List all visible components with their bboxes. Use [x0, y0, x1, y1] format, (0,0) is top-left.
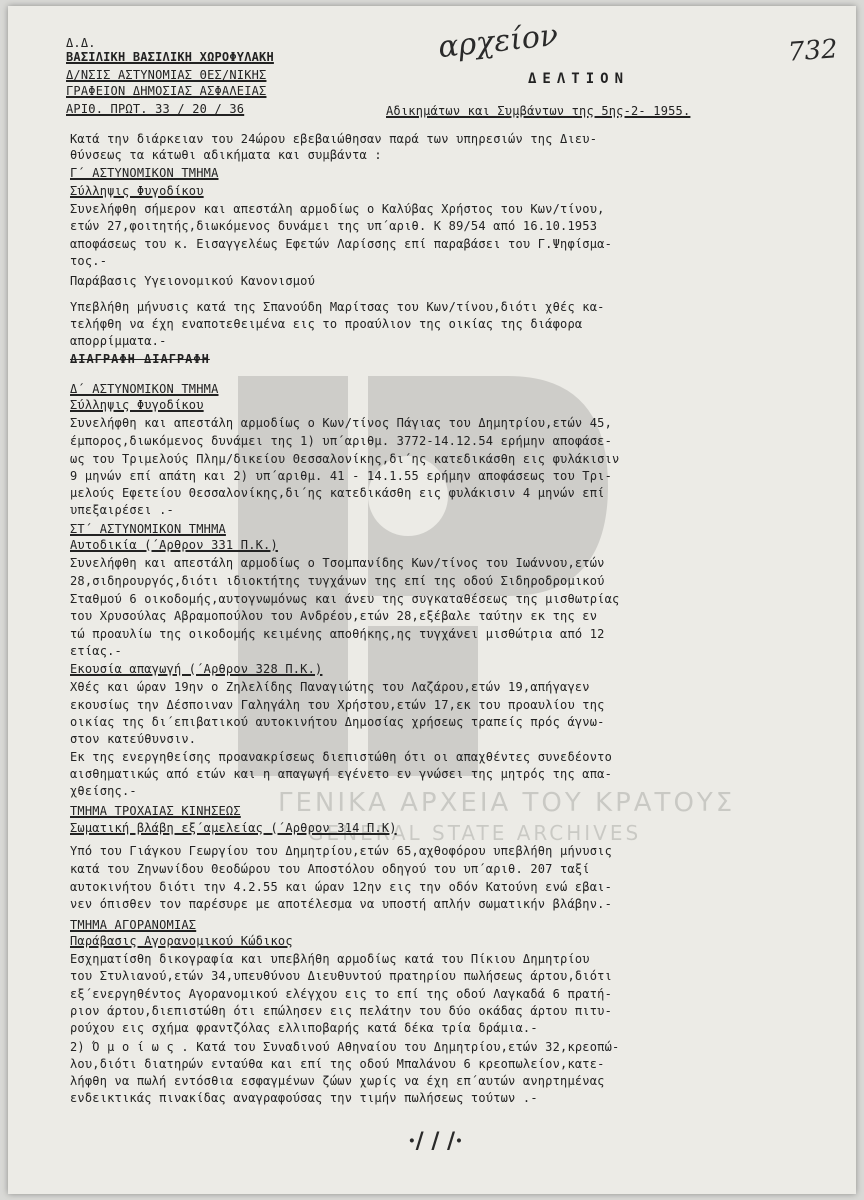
body-line: έμπορος,διωκόμενος δυνάμει της 1) υπ΄αριθμ. 3772-14.12.54 ερήμην αποφάσε-	[70, 434, 612, 448]
body-line: εξ΄ενεργηθέντος Αγορανομικού ελέγχου εις το επί της οδού Λαγκαδά 6 πρατή-	[70, 987, 612, 1001]
body-line: ετίας.-	[70, 644, 122, 658]
body-line: τώ προαυλίω της οικοδομής κειμένης αποθήκης,ης τυγχάνει μισθώτρια από 12	[70, 627, 605, 641]
document-subtitle: Αδικημάτων και Συμβάντων της 5ης-2- 1955.	[386, 104, 691, 118]
document-title: ΔΕΛΤΙΟΝ	[528, 71, 630, 87]
struck-through-line: ΔΙΑΓΡΑΦΗ ΔΙΑΓΡΑΦΗ	[70, 352, 210, 366]
subsection-heading: Εκουσία απαγωγή (΄Αρθρον 328 Π.Κ.)	[70, 662, 323, 676]
body-line: Κατά την διάρκειαν του 24ώρου εβεβαιώθησαν παρά των υπηρεσιών της Διευ-	[70, 132, 598, 146]
body-line: οικίας της δι΄επιβατικού αυτοκινήτου Δημοσίας χρήσεως τραπείς πρός άγνω-	[70, 715, 605, 729]
body-line: Συνελήφθη και απεστάλη αρμοδίως ο Κων/τίνος Πάγιας του Δημητρίου,ετών 45,	[70, 416, 612, 430]
handwritten-archive-note: αρχείον	[436, 17, 560, 66]
header-office: ΓΡΑΦΕΙΟΝ ΔΗΜΟΣΙΑΣ ΑΣΦΑΛΕΙΑΣ	[66, 84, 267, 98]
body-line: υπεξαιρέσει .-	[70, 503, 174, 517]
body-line: ρούχου εις σχήμα φραντζόλας ελλιποβαρής κατά δέκα τρία δράμια.-	[70, 1021, 538, 1035]
section-heading: ΣΤ΄ ΑΣΤΥΝΟΜΙΚΟΝ ΤΜΗΜΑ	[70, 522, 226, 536]
header-directorate: Δ/ΝΣΙΣ ΑΣΤΥΝΟΜΙΑΣ ΘΕΣ/ΝΙΚΗΣ	[66, 68, 267, 82]
body-line: Συνελήφθη και απεστάλη αρμοδίως ο Τσομπανίδης Κων/τίνος του Ιωάννου,ετών	[70, 556, 605, 570]
body-line: του Στυλιανού,ετών 34,υπευθύνου Διευθυντού πρατηρίου πωλήσεως άρτου,διότι	[70, 969, 612, 983]
body-line: εκουσίως την Δέσποιναν Γαληγάλη του Χρήστου,ετών 17,εκ του προαυλίου της	[70, 698, 605, 712]
body-line: του Χρυσούλας Αβραμοπούλου του Ανδρέου,ετών 28,εξέβαλε ταύτην εκ της εν	[70, 609, 598, 623]
body-line: αισθηματικώς από ετών και η απαγωγή εγένετο εν γνώσει της μητρός της απα-	[70, 767, 612, 781]
body-line: 2) Ό μ ο ί ω ς . Κατά του Συναδινού Αθηναίου του Δημητρίου,ετών 32,κρεοπώ-	[70, 1040, 620, 1054]
subsection-heading: Παράβασις Αγορανομικού Κώδικος	[70, 934, 293, 948]
body-line: χθείσης.-	[70, 784, 137, 798]
body-line: Εσχηματίσθη δικογραφία και υπεβλήθη αρμοδίως κατά του Πίκιου Δημητρίου	[70, 952, 590, 966]
body-line: Χθές και ώραν 19ην ο Ζηλελίδης Παναγιώτης του Λαζάρου,ετών 19,απήγαγεν	[70, 680, 590, 694]
body-line: ριον άρτου,διεπιστώθη ότι επώλησεν εις πελάτην του δύο οκάδας άρτου πιτυ-	[70, 1004, 612, 1018]
section-heading: Γ΄ ΑΣΤΥΝΟΜΙΚΟΝ ΤΜΗΜΑ	[70, 166, 219, 180]
body-line: θύνσεως τα κάτωθι αδικήματα και συμβάντα :	[70, 148, 382, 162]
header-protocol-number: ΑΡΙΘ. ΠΡΩΤ. 33 / 20 / 36	[66, 102, 245, 116]
body-line: Συνελήφθη σήμερον και απεστάλη αρμοδίως ο Καλύβας Χρήστος του Κων/τίνου,	[70, 202, 605, 216]
subsection-heading: Σωματική βλάβη εξ΄αμελείας (΄Αρθρον 314 Π.Κ)	[70, 821, 397, 835]
body-line: λου,διότι διατηρών ενταύθα και επί της οδού Μπαλάνου 6 κρεοπωλείον,κατε-	[70, 1057, 605, 1071]
handwritten-page-number: 732	[787, 34, 839, 68]
header-line-1: Δ.Δ.	[66, 36, 96, 50]
body-line: τελήφθη να έχη εναποτεθειμένα εις το προαύλιον της οικίας της διάφορα	[70, 317, 583, 331]
body-line: Υπό του Γιάγκου Γεωργίου του Δημητρίου,ετών 65,αχθοφόρου υπεβλήθη μήνυσις	[70, 844, 612, 858]
body-line: 28,σιδηρουργός,διότι ιδιοκτήτης τυγχάνων της επί της οδού Σιδηροδρομικού	[70, 574, 605, 588]
body-line: νεν όπισθεν τον παρέσυρε με αποτέλεσμα να υποστή απλήν σωματικήν βλάβην.-	[70, 897, 612, 911]
subsection-heading: Αυτοδικία (΄Αρθρον 331 Π.Κ.)	[70, 538, 278, 552]
handwritten-page-mark: ·/ / /·	[408, 1128, 463, 1154]
body-line: αποφάσεως του κ. Εισαγγελέως Εφετών Λαρίσσης επί παραβάσει του Γ.Ψηφίσμα-	[70, 237, 612, 251]
body-line: Εκ της ενεργηθείσης προανακρίσεως διεπιστώθη ότι οι απαχθέντες συνεδέοντο	[70, 750, 612, 764]
body-line: κατά του Ζηνωνίδου Θεοδώρου του Αποστόλου οδηγού του υπ΄αριθ. 207 ταξί	[70, 862, 590, 876]
section-heading: ΤΜΗΜΑ ΑΓΟΡΑΝΟΜΙΑΣ	[70, 918, 197, 932]
body-line: ετών 27,φοιτητής,διωκόμενος δυνάμει της υπ΄αριθ. Κ 89/54 από 16.10.1953	[70, 219, 598, 233]
watermark-text-english: GENERAL STATE ARCHIVES	[308, 821, 642, 845]
body-line: ενδεικτικάς πινακίδας αναγραφούσας την τιμήν πωλήσεως τούτων .-	[70, 1091, 538, 1105]
subsection-heading: Παράβασις Υγειονομικού Κανονισμού	[70, 274, 316, 288]
subsection-heading: Σύλληψις Φυγοδίκου	[70, 184, 204, 198]
body-line: Σταθμού 6 οικοδομής,αυτογνωμόνως και άνευ της συγκαταθέσεως της μισθωτρίας	[70, 592, 620, 606]
subsection-heading: Σύλληψις Φυγοδίκου	[70, 398, 204, 412]
body-line: 9 μηνών επί απάτη και 2) υπ΄αριθμ. 41 - 14.1.55 ερήμην αποφάσεως του Τρι-	[70, 469, 612, 483]
body-line: στον κατεύθυνσιν.	[70, 732, 197, 746]
body-line: τος.-	[70, 254, 108, 268]
body-line: λήφθη να πωλή εντόσθια εσφαγμένων ζώων χωρίς να έχη επ΄αυτών ανηρτημένας	[70, 1074, 605, 1088]
body-line: ως του Τριμελούς Πλημ/δικείου Θεσσαλονίκης,δι΄ης κατεδικάσθη εις φυλάκισιν	[70, 452, 620, 466]
watermark-text-greek: ΓΕΝΙΚΑ ΑΡΧΕΙΑ ΤΟΥ ΚΡΑΤΟΥΣ	[278, 788, 736, 818]
body-line: Υπεβλήθη μήνυσις κατά της Σπανούδη Μαρίτσας του Κων/τίνου,διότι χθές κα-	[70, 300, 605, 314]
section-heading: ΤΜΗΜΑ ΤΡΟΧΑΙΑΣ ΚΙΝΗΣΕΩΣ	[70, 804, 241, 818]
body-line: αυτοκινήτου διότι την 4.2.55 και ώραν 12ην εις την οδόν Κατούνη ενώ εβαι-	[70, 880, 612, 894]
body-line: απορρίμματα.-	[70, 334, 167, 348]
header-service-name: ΒΑΣΙΛΙΚΗ ΒΑΣΙΛΙΚΗ ΧΩΡΟΦΥΛΑΚΗ	[66, 50, 274, 64]
section-heading: Δ΄ ΑΣΤΥΝΟΜΙΚΟΝ ΤΜΗΜΑ	[70, 382, 219, 396]
body-line: μελούς Εφετείου Θεσσαλονίκης,δι΄ης κατεδικάσθη εις φυλάκισιν 4 μηνών επί	[70, 486, 605, 500]
document-page	[8, 6, 856, 1194]
